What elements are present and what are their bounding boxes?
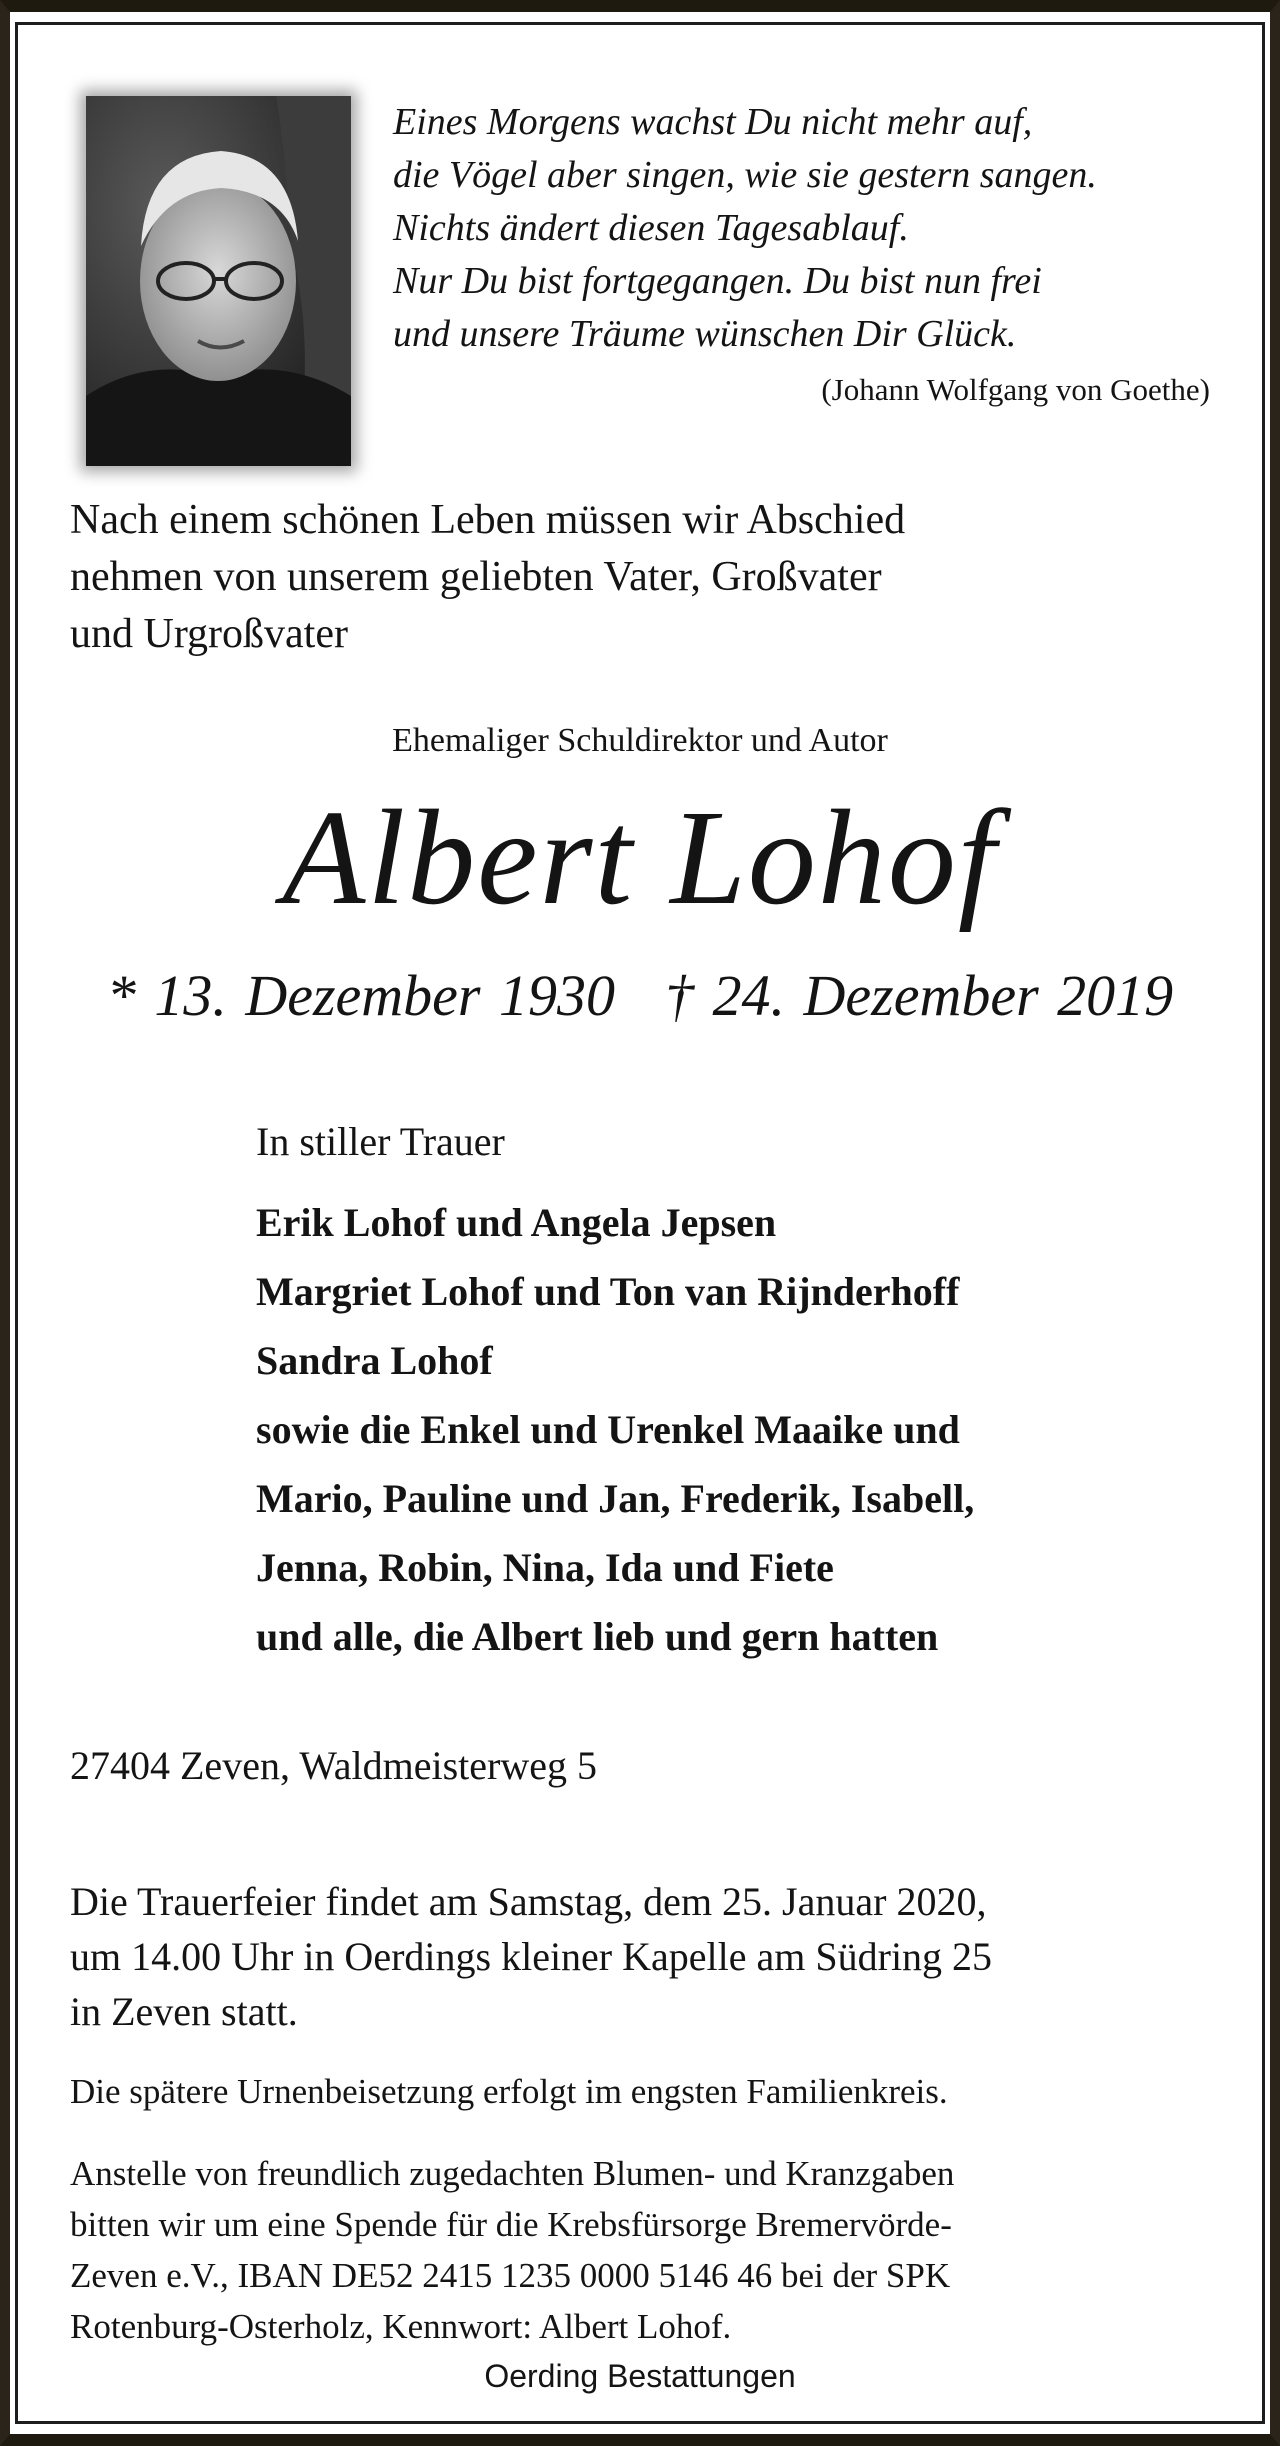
- portrait-photo: [86, 96, 351, 466]
- donation-request: [70, 2148, 1220, 2352]
- intro-text: [70, 492, 1190, 663]
- donation-line: Anstelle von freundlich zugedachten Blumen- und Kranzgaben: [70, 2154, 955, 2193]
- poem-quote: [393, 96, 1213, 361]
- mourning-heading: In stiller Trauer: [256, 1119, 505, 1164]
- mourner-line: Erik Lohof und Angela Jepsen: [256, 1200, 777, 1245]
- poem-source: (Johann Wolfgang von Goethe): [821, 372, 1210, 407]
- intro-line: Nach einem schönen Leben müssen wir Abschied: [70, 497, 906, 543]
- family-address: 27404 Zeven, Waldmeisterweg 5: [70, 1743, 598, 1788]
- service-line: Die Trauerfeier findet am Samstag, dem 25. Januar 2020,: [70, 1879, 987, 1924]
- mourner-line: sowie die Enkel und Urenkel Maaike und: [256, 1407, 960, 1452]
- urn-burial-note: Die spätere Urnenbeisetzung erfolgt im engsten Familienkreis.: [70, 2072, 948, 2111]
- deceased-name: Albert Lohof: [282, 783, 998, 933]
- poem-line: die Vögel aber singen, wie sie gestern sangen.: [393, 154, 1097, 196]
- mourner-line: Jenna, Robin, Nina, Ida und Fiete: [256, 1545, 834, 1590]
- mourner-line: und alle, die Albert lieb und gern hatten: [256, 1614, 939, 1659]
- funeral-service-info: [70, 1874, 1220, 2039]
- death-date: † 24. Dezember 2019: [665, 963, 1174, 1028]
- poem-line: Nur Du bist fortgegangen. Du bist nun frei: [393, 260, 1042, 302]
- life-dates: [0, 962, 1280, 1029]
- donation-line: Rotenburg-Osterholz, Kennwort: Albert Lohof.: [70, 2307, 732, 2346]
- poem-line: und unsere Träume wünschen Dir Glück.: [393, 313, 1017, 355]
- poem-line: Nichts ändert diesen Tagesablauf.: [393, 207, 909, 249]
- service-line: in Zeven statt.: [70, 1989, 298, 2034]
- mourners-list: [256, 1188, 1216, 1671]
- donation-line: Zeven e.V., IBAN DE52 2415 1235 0000 5146 46 bei der SPK: [70, 2256, 951, 2295]
- undertaker-name: Oerding Bestattungen: [484, 2358, 796, 2394]
- deceased-role: Ehemaliger Schuldirektor und Autor: [392, 722, 888, 759]
- mourner-line: Margriet Lohof und Ton van Rijnderhoff: [256, 1269, 960, 1314]
- mourner-line: Mario, Pauline und Jan, Frederik, Isabell,: [256, 1476, 975, 1521]
- intro-line: nehmen von unserem geliebten Vater, Großvater: [70, 554, 882, 600]
- service-line: um 14.00 Uhr in Oerdings kleiner Kapelle am Südring 25: [70, 1934, 993, 1979]
- intro-line: und Urgroßvater: [70, 611, 348, 657]
- donation-line: bitten wir um eine Spende für die Krebsfürsorge Bremervörde-: [70, 2205, 952, 2244]
- poem-line: Eines Morgens wachst Du nicht mehr auf,: [393, 101, 1033, 143]
- birth-date: * 13. Dezember 1930: [106, 963, 615, 1028]
- mourner-line: Sandra Lohof: [256, 1338, 493, 1383]
